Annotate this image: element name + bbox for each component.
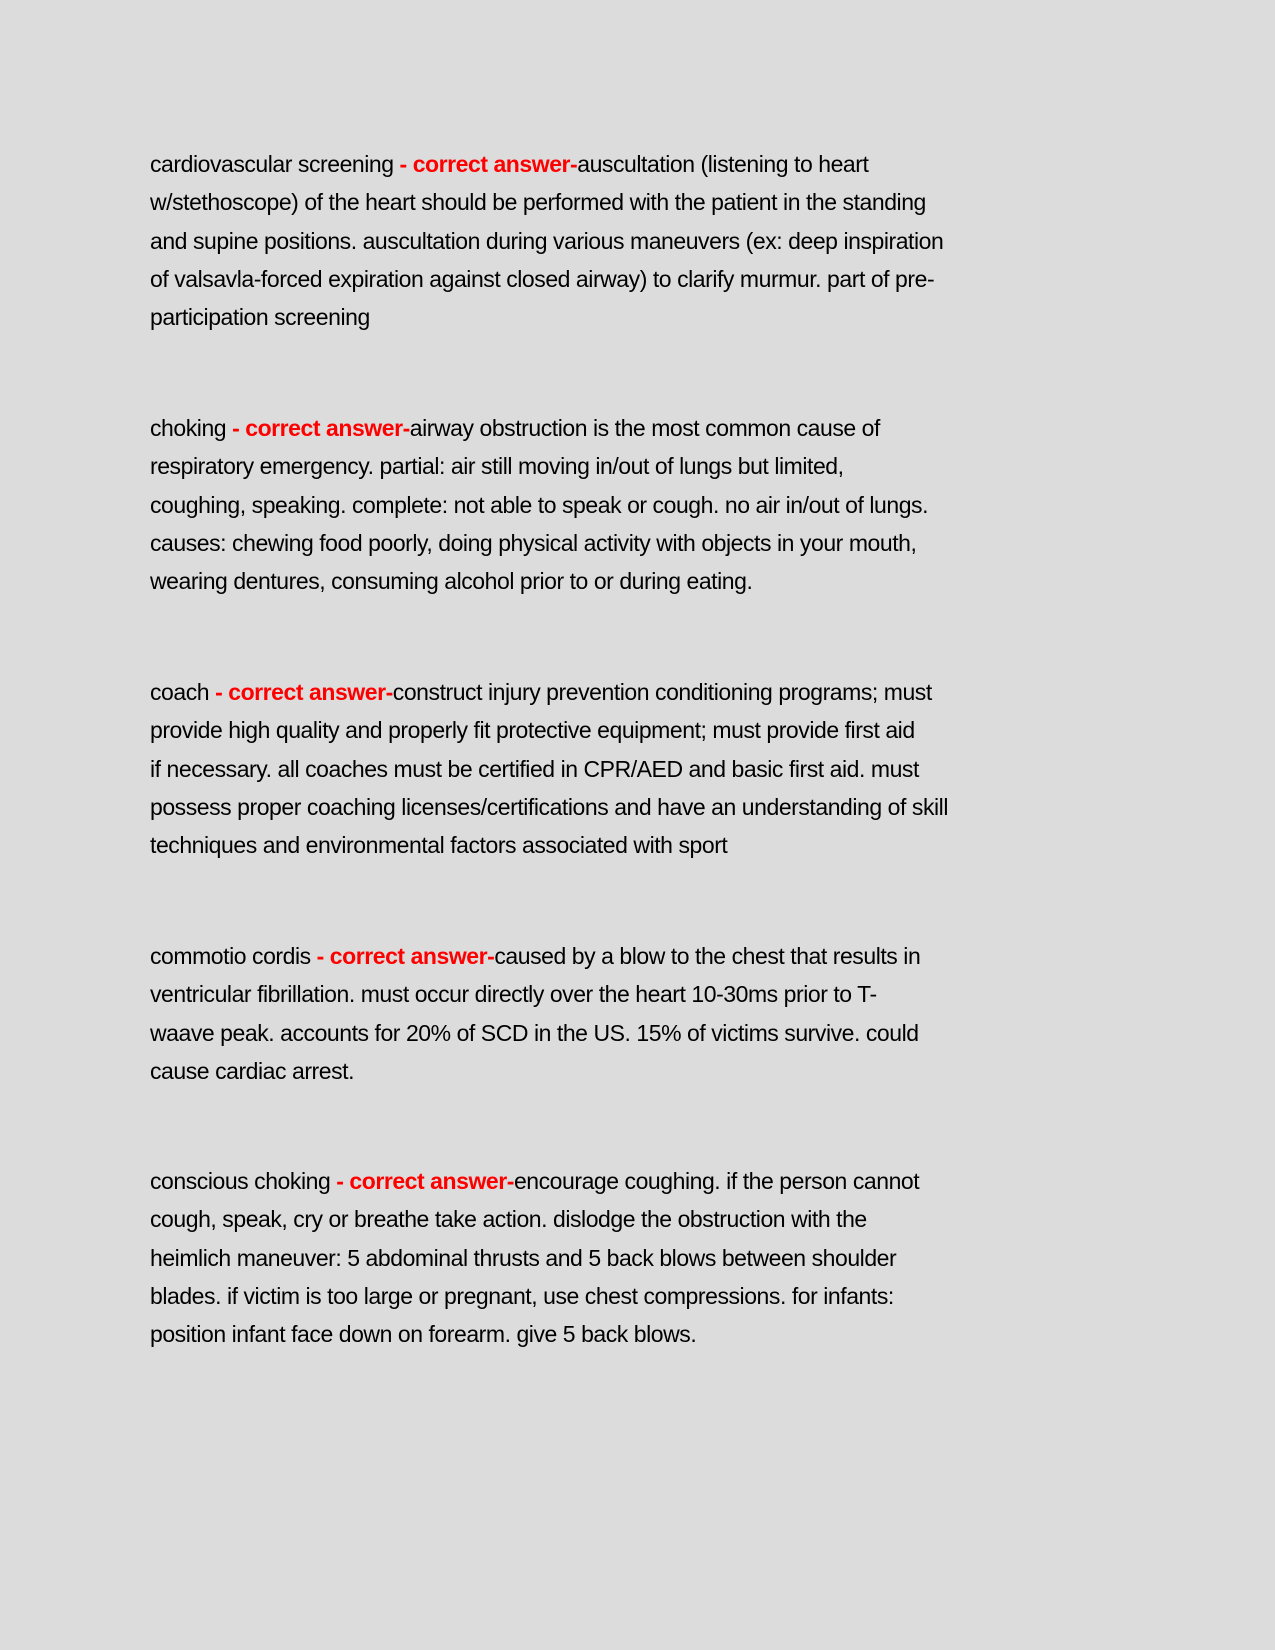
entry-definition-line: blades. if victim is too large or pregnant, use chest compressions. for infants:: [150, 1282, 894, 1309]
entry-definition-line: cause cardiac arrest.: [150, 1057, 355, 1084]
entry-definition-line: waave peak. accounts for 20% of SCD in the US. 15% of victims survive. could: [150, 1019, 919, 1046]
entry-definition-line: w/stethoscope) of the heart should be performed with the patient in the standing: [150, 189, 926, 216]
entry-definition-line: coughing, speaking. complete: not able to speak or cough. no air in/out of lungs.: [150, 491, 929, 518]
entry-term: cardiovascular screening: [150, 151, 400, 177]
entry-definition-line: position infant face down on forearm. give 5 back blows.: [150, 1321, 697, 1348]
flashcard-entry-choking: [150, 409, 1150, 600]
entry-definition-line: ventricular fibrillation. must occur directly over the heart 10-30ms prior to T-: [150, 981, 877, 1008]
entry-definition-line: auscultation (listening to heart: [577, 151, 869, 177]
entry-term: coach: [150, 679, 216, 705]
entry-definition-line: possess proper coaching licenses/certifications and have an understanding of skill: [150, 793, 948, 820]
correct-answer-separator: - correct answer-: [316, 943, 495, 969]
entry-first-line: [150, 673, 1150, 711]
entry-definition-line: cough, speak, cry or breathe take action. dislodge the obstruction with the: [150, 1206, 867, 1233]
flashcard-entry-cardiovascular-screening: [150, 145, 1150, 336]
entry-term: choking: [150, 415, 233, 441]
entry-first-line: [150, 937, 1150, 975]
entry-definition-line: participation screening: [150, 304, 370, 331]
entry-definition-line: wearing dentures, consuming alcohol prior to or during eating.: [150, 568, 753, 595]
entry-definition-line: of valsavla-forced expiration against closed airway) to clarify murmur. part of pre-: [150, 265, 935, 292]
entry-definition-line: causes: chewing food poorly, doing physical activity with objects in your mouth,: [150, 529, 917, 556]
entry-definition-line: techniques and environmental factors associated with sport: [150, 832, 728, 859]
entry-first-line: [150, 409, 1150, 447]
entry-definition-line: respiratory emergency. partial: air still moving in/out of lungs but limited,: [150, 453, 844, 480]
flashcard-entry-coach: [150, 673, 1150, 864]
correct-answer-separator: - correct answer-: [336, 1168, 514, 1194]
flashcard-entry-conscious-choking: [150, 1162, 1150, 1353]
entry-first-line: [150, 145, 1150, 183]
entry-definition-line: heimlich maneuver: 5 abdominal thrusts and 5 back blows between shoulder: [150, 1244, 897, 1271]
entry-definition-line: if necessary. all coaches must be certified in CPR/AED and basic first aid. must: [150, 755, 919, 782]
entry-definition-line: and supine positions. auscultation during various maneuvers (ex: deep inspiration: [150, 227, 944, 254]
entry-definition-line: airway obstruction is the most common cause of: [409, 415, 880, 441]
entry-first-line: [150, 1162, 1150, 1200]
entry-definition-line: construct injury prevention conditioning programs; must: [392, 679, 932, 705]
entry-definition-line: encourage coughing. if the person cannot: [513, 1168, 920, 1194]
entry-definition-line: caused by a blow to the chest that results in: [494, 943, 921, 969]
entry-term: commotio cordis: [150, 943, 317, 969]
correct-answer-separator: - correct answer-: [399, 151, 578, 177]
correct-answer-separator: - correct answer-: [215, 679, 393, 705]
entry-term: conscious choking: [150, 1168, 337, 1194]
entry-definition-line: provide high quality and properly fit protective equipment; must provide first aid: [150, 717, 915, 744]
flashcard-entry-commotio-cordis: [150, 937, 1150, 1090]
correct-answer-separator: - correct answer-: [232, 415, 410, 441]
